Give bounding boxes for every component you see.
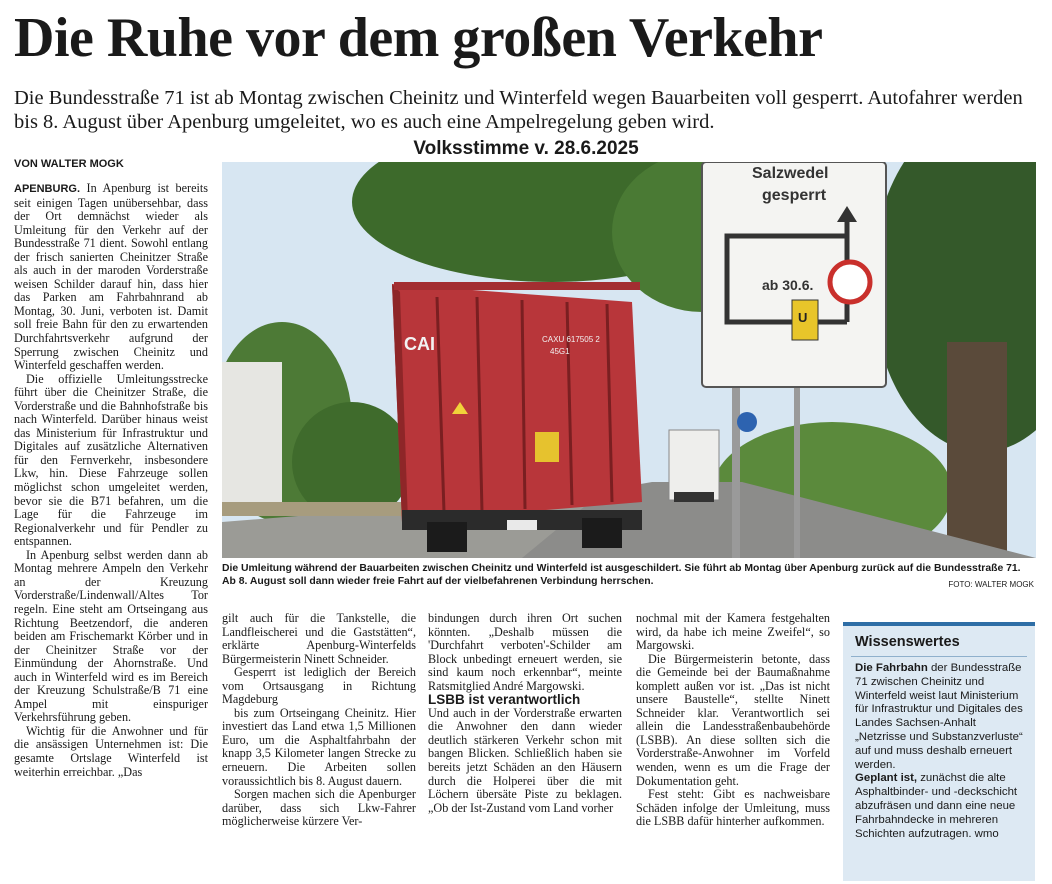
article-photo — [222, 162, 1036, 558]
info-box-title: Wissenswertes — [855, 634, 960, 650]
paragraph: Und auch in der Vorderstraße erwarten die Anwohner den dann wieder deutlich stärkeren Verkehr schon mit bangen Blicken. Schließlich haben sie bereits jetzt Schäden an den Häusern durch die Holperei über die mit Löchern übersäte Piste zu beklagen. „Ob der Ist-Zustand vom Land vorher — [428, 705, 622, 815]
paragraph: Sorgen machen sich die Apenburger darüber, dass sich Lkw-Fahrer möglicherweise kürzere Ver- — [222, 787, 416, 829]
paragraph: gilt auch für die Tankstelle, die Landfleischerei und die Gaststätten“, erklärte Apenburg-Winterfelds Bürgermeisterin Ninett Schneider. — [222, 611, 416, 666]
column-1 — [14, 182, 208, 779]
photo-credit: FOTO: WALTER MOGK — [948, 580, 1034, 589]
info-paragraph — [855, 772, 1027, 841]
container-logo: CAI — [404, 334, 435, 354]
paragraph — [14, 182, 208, 373]
sign-date: ab 30.6. — [762, 277, 814, 293]
deck: Die Bundesstraße 71 ist ab Montag zwischen Cheinitz und Winterfeld wegen Bauarbeiten voll gesperrt. Autofahrer werden bis 8. August über Apenburg umgeleitet, wo es auch eine Ampelregelung geben wird. — [14, 87, 1023, 133]
dateline: APENBURG. — [14, 183, 81, 195]
column-3 — [428, 612, 622, 815]
paragraph: Fest steht: Gibt es nachweisbare Schäden infolge der Umleitung, muss die LSBB dafür hinterher aufkommen. — [636, 787, 830, 829]
photo-caption: Die Umleitung während der Bauarbeiten zwischen Cheinitz und Winterfeld ist ausgeschildert. Sie führt ab Montag über Apenburg zurück auf die Bundesstraße 71. Ab 8. August soll dann wieder freie Fahrt auf der vielbefahrenen Verbindung herrschen. — [222, 563, 1021, 587]
info-paragraph — [855, 662, 1027, 772]
paragraph: Die Bürgermeisterin betonte, dass die Gemeinde bei der Baumaßnahme komplett außen vor ist. „Das ist nicht unsere Baustelle“, stellte Ninett Schneider klar. Verantwortlich sei allein die Landesstraßenbaubehörde (LSBB). An diese sollten sich die Vorderstraße-Anwohner im Vorfeld wenden, wenn es um die Frage der Dokumentation geht. — [636, 651, 830, 788]
paragraph: bindungen durch ihren Ort suchen könnten. „Deshalb müssen die 'Durchfahrt verboten'-Schilder am Block unbedingt erneuert werden, sie sind kaum noch erkennbar“, meinte Ratsmitglied André Margowski. — [428, 611, 622, 693]
info-lead: Geplant ist, — [855, 772, 918, 785]
byline: VON WALTER MOGK — [14, 158, 124, 170]
sign-line-1: Salzwedel — [752, 165, 829, 182]
paragraph: Die offizielle Umleitungsstrecke führt über die Cheinitzer Straße, die Vorderstraße und die Bahnhofstraße bis nach Winterfeld. Darüber hinaus weist das Ministerium für Infrastruktur und Digitales auf zusätzliche Alternativen für den Fernverkehr, insbesondere Lkw, hin. Diese Fahrzeuge sollen möglichst schon umgeleitet werden, bevor sie die B71 befahren, um die Lage für die Fahrzeuge im Regionalverkehr und für Pendler zu entspannen. — [14, 371, 208, 549]
source-line: Volksstimme v. 28.6.2025 — [413, 138, 639, 159]
sign-line-2: gesperrt — [762, 187, 827, 204]
paragraph: Gesperrt ist lediglich der Bereich vom Ortsausgang in Richtung Magdeburg — [222, 665, 416, 707]
info-box — [843, 622, 1035, 881]
subheading: LSBB ist verantwortlich — [428, 692, 581, 708]
info-text: zunächst die alte Asphaltbinder- und -deckschicht abzufräsen und dann eine neue Fahrbahndecke in mehreren Schichten aufzutragen. wmo — [855, 772, 1018, 840]
paragraph: In Apenburg selbst werden dann ab Montag mehrere Ampeln den Verkehr an der Kreuzung Vorderstraße/Lindenwall/Altes Tor regeln. Eine steht am Ortseingang aus Richtung Beetzendorf, die anderen beiden am Frischemarkt Körber und in der Cheinitzer Straße vor der Einmündung der Ahornstraße. Und auch in Winterfeld wird es im Bereich der Kreuzung Schulstraße/B 71 eine Ampel mit einspuriger Verkehrsführung geben. — [14, 547, 208, 725]
column-4 — [636, 612, 830, 829]
paragraph: nochmal mit der Kamera festgehalten wird, da habe ich meine Zweifel“, so Margowski. — [636, 611, 830, 653]
info-text: der Bundesstraße 71 zwischen Cheinitz und Winterfeld weist laut Ministerium für Infrastruktur und Digitales des Landes Sachsen-Anhalt „Netzrisse und Substanzverluste“ auf und muss deshalb erneuert werden. — [855, 662, 1023, 771]
paragraph-text: In Apenburg ist bereits seit einigen Tagen unübersehbar, dass der Ort demnächst wieder als Umleitung für den Verkehr auf der Bundesstraße 71 dient. Sowohl entlang der frisch sanierten Cheinitzer Straße als auch in der maroden Vorderstraße weisen Schilder darauf hin, dass hier das Parken am Fahrbahnrand ab Montag, 30. Juni, verboten ist. Damit soll freie Bahn für den zu erwartenden Durchfahrtsverkehr aufgrund der Sperrung zwischen Cheinitz und Winterfeld geschaffen werden. — [14, 181, 209, 373]
paragraph: Wichtig für die Anwohner und für die ansässigen Unternehmen ist: Die gesamte Ortslage Winterfeld ist weiterhin erreichbar. „Das — [14, 723, 208, 779]
container-code: 45G1 — [550, 347, 570, 356]
info-box-divider — [851, 656, 1027, 657]
info-box-text — [855, 662, 1027, 841]
headline: Die Ruhe vor dem großen Verkehr — [14, 7, 823, 69]
svg-text:U: U — [798, 310, 808, 325]
container-id: CAXU 617505 2 — [542, 335, 600, 344]
info-lead: Die Fahrbahn — [855, 662, 928, 674]
paragraph: bis zum Ortseingang Cheinitz. Hier investiert das Land etwa 1,5 Millionen Euro, um die Asphaltfahrbahn der knapp 3,5 Kilometer langen Strecke zu erneuern. Die Arbeiten sollen voraussichtlich bis 8. August dauern. — [222, 705, 416, 788]
photo-illustration — [222, 162, 1036, 558]
column-2 — [222, 612, 416, 829]
